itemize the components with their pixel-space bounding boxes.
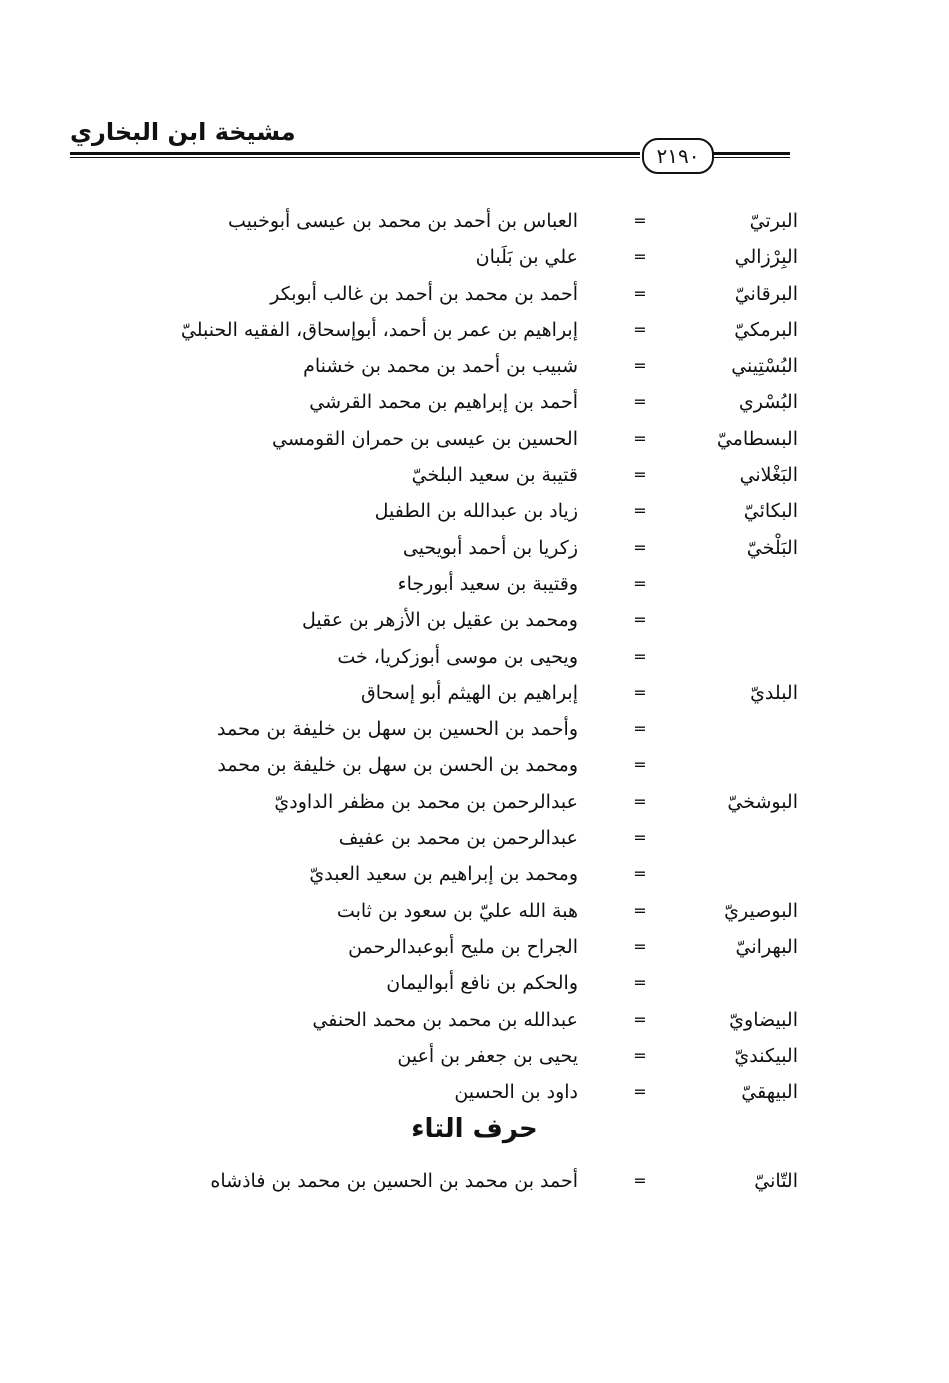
index-entry	[90, 639, 810, 675]
entry-name: أحمد بن محمد بن أحمد بن غالب أبوبكر	[270, 282, 578, 305]
header-rule-right	[712, 152, 790, 155]
index-entry	[90, 312, 810, 348]
entry-nisba: البُسْتِيني	[731, 355, 798, 378]
page-number: ٢١٩٠	[642, 138, 714, 174]
entry-nisba: البوشخيّ	[727, 790, 798, 813]
entry-name: أحمد بن إبراهيم بن محمد القرشي	[309, 391, 578, 414]
equals-sign: =	[633, 428, 647, 448]
index-entry	[90, 239, 810, 275]
entry-nisba: البُسْري	[738, 391, 798, 414]
equals-sign: =	[633, 319, 647, 339]
entry-nisba: البِرْزالي	[734, 246, 798, 269]
index-entry	[90, 1074, 810, 1110]
equals-sign: =	[633, 646, 647, 666]
index-entry	[90, 893, 810, 929]
entry-nisba: البرتيّ	[749, 210, 798, 232]
index-entry	[90, 384, 810, 420]
entry-nisba: البلديّ	[750, 681, 798, 704]
equals-sign: =	[633, 392, 647, 412]
equals-sign: =	[633, 1082, 647, 1102]
entry-nisba: البرقانيّ	[734, 282, 798, 305]
section-entries	[90, 1163, 810, 1199]
index-entry	[90, 1163, 810, 1199]
index-entry	[90, 965, 810, 1001]
entry-name: قتيبة بن سعيد البلخيّ	[411, 464, 578, 487]
index-entry	[90, 820, 810, 856]
entry-name: ومحمد بن الحسن بن سهل بن خليفة بن محمد	[217, 754, 578, 777]
index-entry	[90, 566, 810, 602]
entry-name: عبدالرحمن بن محمد بن مظفر الداوديّ	[274, 790, 578, 813]
entry-name: عبدالرحمن بن محمد بن عفيف	[338, 827, 578, 850]
equals-sign: =	[633, 973, 647, 993]
entry-name: يحيى بن جعفر بن أعين	[397, 1044, 578, 1067]
entry-nisba: البهرانيّ	[735, 935, 798, 958]
equals-sign: =	[633, 936, 647, 956]
equals-sign: =	[633, 791, 647, 811]
entry-nisba: البوصيريّ	[724, 899, 798, 922]
nisba-index-list	[90, 203, 810, 1110]
entry-nisba: التّانيّ	[754, 1170, 798, 1192]
entry-name: شبيب بن أحمد بن محمد بن خشنام	[303, 355, 578, 378]
index-entry	[90, 602, 810, 638]
entry-nisba: البَلْخيّ	[746, 536, 798, 559]
index-entry	[90, 276, 810, 312]
entry-nisba: البكائيّ	[743, 500, 798, 523]
index-entry	[90, 747, 810, 783]
section-heading: حرف التاء	[411, 1114, 538, 1144]
entry-name: إبراهيم بن الهيثم أبو إسحاق	[361, 681, 578, 704]
header-rule-right-thin	[712, 157, 790, 158]
index-entry	[90, 856, 810, 892]
index-entry	[90, 675, 810, 711]
equals-sign: =	[633, 465, 647, 485]
equals-sign: =	[633, 1171, 647, 1190]
equals-sign: =	[633, 610, 647, 630]
entry-name: إبراهيم بن عمر بن أحمد، أبوإسحاق، الفقيه الحنبليّ	[180, 318, 578, 341]
equals-sign: =	[633, 864, 647, 884]
entry-nisba: البيضاويّ	[729, 1008, 798, 1031]
entry-name: هبة الله عليّ بن سعود بن ثابت	[336, 899, 578, 922]
index-entry	[90, 929, 810, 965]
index-entry	[90, 711, 810, 747]
entry-name: وأحمد بن الحسين بن سهل بن خليفة بن محمد	[217, 718, 578, 741]
index-entry	[90, 421, 810, 457]
equals-sign: =	[633, 1045, 647, 1065]
entry-nisba: البَغْلاني	[739, 464, 798, 487]
equals-sign: =	[633, 828, 647, 848]
entry-name: والحكم بن نافع أبواليمان	[386, 972, 578, 995]
equals-sign: =	[633, 682, 647, 702]
equals-sign: =	[633, 247, 647, 267]
index-entry	[90, 457, 810, 493]
index-entry	[90, 784, 810, 820]
index-entry	[90, 203, 810, 239]
equals-sign: =	[633, 283, 647, 303]
header-rule-thin	[70, 157, 640, 158]
entry-name: الجراح بن مليح أبوعبدالرحمن	[348, 935, 578, 958]
equals-sign: =	[633, 537, 647, 557]
entry-name: ومحمد بن إبراهيم بن سعيد العبديّ	[309, 863, 578, 886]
entry-nisba: البرمكيّ	[734, 318, 798, 341]
entry-name: وقتيبة بن سعيد أبورجاء	[397, 572, 578, 595]
index-entry	[90, 493, 810, 529]
equals-sign: =	[633, 211, 647, 230]
entry-name: الحسين بن عيسى بن حمران القومسي	[272, 427, 578, 450]
entry-name: أحمد بن محمد بن الحسين بن محمد بن فاذشاه	[210, 1170, 578, 1192]
index-entry	[90, 530, 810, 566]
entry-nisba: البيكنديّ	[734, 1044, 798, 1067]
index-entry	[90, 1002, 810, 1038]
equals-sign: =	[633, 356, 647, 376]
entry-name: زياد بن عبدالله بن الطفيل	[374, 500, 578, 523]
entry-name: داود بن الحسين	[454, 1081, 578, 1104]
entry-nisba: البيهقيّ	[741, 1081, 798, 1104]
entry-name: ويحيى بن موسى أبوزكريا، خت	[337, 645, 578, 668]
entry-name: عبدالله بن محمد بن محمد الحنفي	[312, 1008, 578, 1031]
equals-sign: =	[633, 755, 647, 775]
header-rule	[70, 152, 640, 155]
entry-name: ومحمد بن عقيل بن الأزهر بن عقيل	[301, 609, 578, 632]
index-entry	[90, 1038, 810, 1074]
entry-name: العباس بن أحمد بن محمد بن عيسى أبوخبيب	[228, 210, 578, 232]
entry-name: زكريا بن أحمد أبويحيى	[402, 536, 578, 559]
equals-sign: =	[633, 900, 647, 920]
entry-name: علي بن بَلَبان	[475, 246, 578, 269]
page-header	[70, 110, 790, 190]
equals-sign: =	[633, 573, 647, 593]
equals-sign: =	[633, 719, 647, 739]
equals-sign: =	[633, 1009, 647, 1029]
index-entry	[90, 348, 810, 384]
equals-sign: =	[633, 501, 647, 521]
entry-nisba: البسطاميّ	[716, 427, 798, 450]
running-title: مشيخة ابن البخاري	[70, 118, 296, 146]
